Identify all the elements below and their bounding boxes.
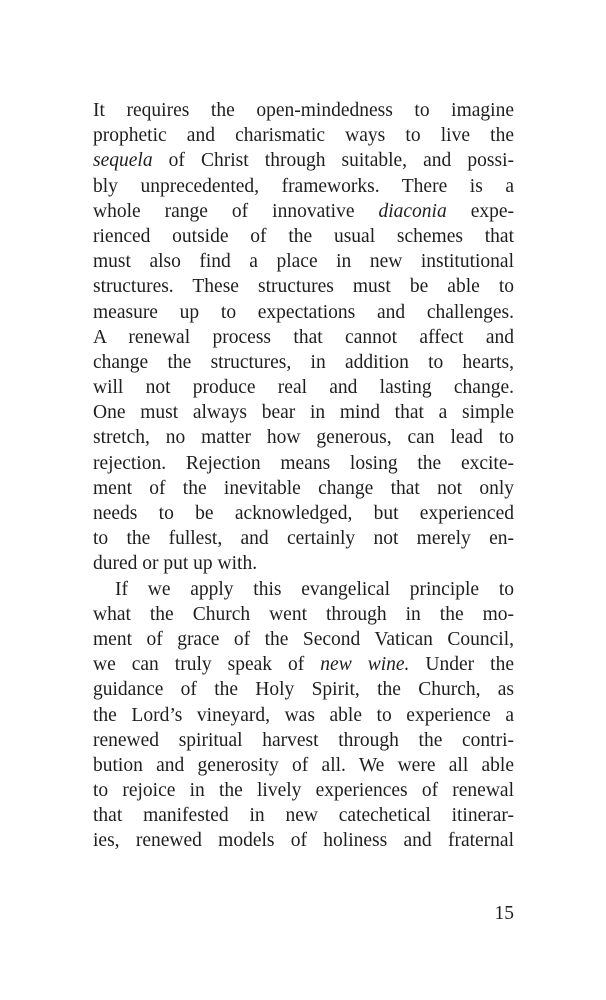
text-line: [93, 123, 514, 148]
text-line: [93, 425, 514, 450]
text-line: [93, 551, 514, 576]
text-segment: rienced outside of the usual schemes that: [93, 225, 514, 247]
text-segment: Under the: [409, 654, 514, 676]
text-line: [93, 652, 514, 677]
text-line: [93, 249, 514, 274]
text-segment: whole range of innovative: [93, 200, 379, 222]
text-segment: One must always bear in mind that a simple: [93, 402, 514, 424]
text-segment: of Christ through suitable, and possi-: [152, 150, 514, 172]
text-line: [93, 703, 514, 728]
text-segment: stretch, no matter how generous, can lead to: [93, 427, 514, 449]
body-text: [93, 98, 514, 854]
text-line: [93, 828, 514, 853]
text-line: [93, 577, 514, 602]
text-line: [93, 778, 514, 803]
text-segment: prophetic and charismatic ways to live the: [93, 125, 514, 147]
text-line: [93, 325, 514, 350]
text-segment: ment of the inevitable change that not only: [93, 477, 514, 499]
text-segment: to rejoice in the lively experiences of renewal: [93, 780, 514, 802]
text-line: [93, 400, 514, 425]
italic-text: sequela: [93, 150, 153, 172]
text-line: [93, 174, 514, 199]
text-segment: the Lord’s vineyard, was able to experience a: [93, 704, 514, 726]
text-line: [93, 148, 514, 173]
text-segment: needs to be acknowledged, but experienced: [93, 503, 514, 524]
text-segment: If we apply this evangelical principle to: [115, 578, 514, 600]
text-segment: It requires the open-mindedness to imagine: [93, 100, 514, 121]
text-line: [93, 199, 514, 224]
text-segment: ment of grace of the Second Vatican Council,: [93, 628, 514, 650]
italic-text: diaconia: [378, 200, 447, 222]
text-segment: bution and generosity of all. We were all able: [93, 754, 514, 776]
text-line: [93, 677, 514, 702]
text-line: [93, 728, 514, 753]
text-line: [93, 98, 514, 123]
text-segment: we can truly speak of: [93, 654, 321, 676]
text-segment: expe-: [446, 200, 514, 222]
italic-text: new wine.: [320, 654, 410, 676]
text-segment: rejection. Rejection means losing the excite-: [93, 452, 514, 474]
text-line: [93, 300, 514, 325]
text-line: [93, 501, 514, 526]
text-line: [93, 476, 514, 501]
text-segment: what the Church went through in the mo-: [93, 603, 514, 625]
text-segment: bly unprecedented, frameworks. There is a: [93, 175, 514, 197]
text-line: [93, 224, 514, 249]
page-number: 15: [494, 903, 514, 924]
text-segment: A renewal process that cannot affect and: [93, 326, 514, 348]
text-segment: will not produce real and lasting change.: [93, 377, 514, 399]
text-line: [93, 375, 514, 400]
text-line: [93, 451, 514, 476]
text-line: [93, 350, 514, 375]
text-segment: must also find a place in new institutional: [93, 251, 514, 273]
text-segment: dured or put up with.: [93, 553, 258, 575]
text-segment: renewed spiritual harvest through the contri-: [93, 729, 514, 751]
text-line: [93, 274, 514, 299]
text-line: [93, 602, 514, 627]
text-segment: that manifested in new catechetical itinerar-: [93, 805, 514, 827]
text-line: [93, 627, 514, 652]
text-segment: measure up to expectations and challenges.: [93, 301, 514, 323]
text-segment: ies, renewed models of holiness and fraternal: [93, 830, 514, 852]
text-segment: change the structures, in addition to hearts,: [93, 351, 514, 373]
text-line: [93, 803, 514, 828]
text-segment: guidance of the Holy Spirit, the Church, as: [93, 679, 514, 701]
text-segment: structures. These structures must be able to: [93, 276, 514, 298]
text-line: [93, 753, 514, 778]
text-segment: to the fullest, and certainly not merely en-: [93, 528, 514, 550]
text-line: [93, 526, 514, 551]
